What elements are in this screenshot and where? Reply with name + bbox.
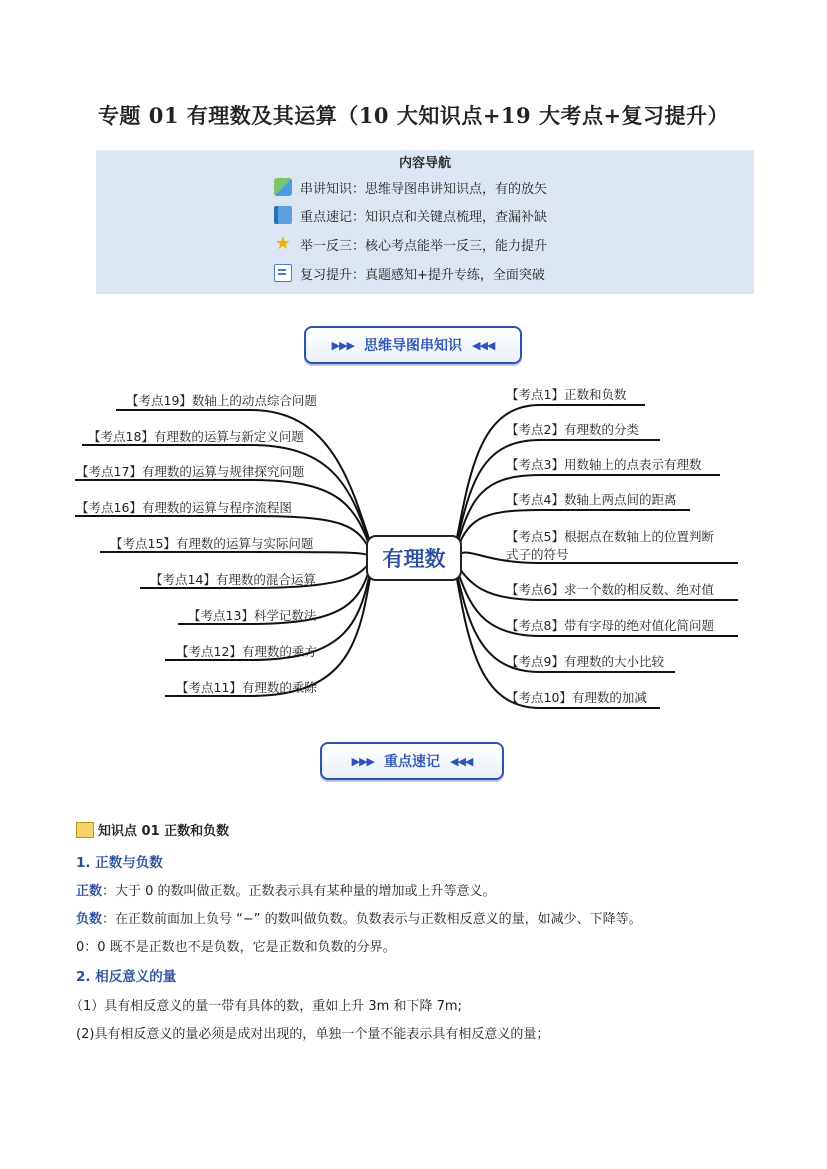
paragraph: （1）具有相反意义的量一带有具体的数，重如上升 3m 和下降 7m; [70, 999, 462, 1014]
star-icon: ★ [274, 233, 292, 254]
section-heading [76, 820, 229, 839]
mindmap-node: 【考点1】正数和负数 [506, 387, 627, 402]
mindmap-node: 式子的符号 [506, 547, 569, 562]
mindmap-node: 【考点4】数轴上两点间的距离 [506, 492, 677, 507]
paragraph [76, 908, 756, 927]
mindmap-node: 【考点13】科学记数法 [188, 608, 317, 623]
paragraph: (2)具有相反意义的量必须是成对出现的，单独一个量不能表示具有相反意义的量； [76, 1027, 550, 1042]
mindmap-center: 有理数 [366, 535, 462, 581]
mindmap-node: 【考点14】有理数的混合运算 [150, 572, 316, 587]
keyword: 负数 [76, 912, 103, 927]
mindmap-node: 【考点3】用数轴上的点表示有理数 [506, 457, 702, 472]
keyword: 正数 [76, 884, 103, 899]
right-arrows-icon: ▶▶▶ [351, 754, 374, 768]
section-heading-text: 知识点 01 正数和负数 [98, 824, 230, 839]
right-arrows-icon: ▶▶▶ [331, 338, 354, 352]
paragraph-text: ：大于 0 的数叫做正数。正数表示具有某种量的增加或上升等意义。 [102, 884, 496, 899]
mindmap-node: 【考点11】有理数的乘除 [176, 680, 317, 695]
left-arrows-icon: ◀◀◀ [472, 338, 495, 352]
mindmap-node: 【考点15】有理数的运算与实际问题 [110, 536, 314, 551]
mindmap-node: 【考点19】数轴上的动点综合问题 [126, 393, 317, 408]
left-arrows-icon: ◀◀◀ [450, 754, 473, 768]
subheading: 2. 相反意义的量 [76, 969, 177, 985]
mindmap-node: 【考点5】根据点在数轴上的位置判断 [506, 529, 714, 544]
paragraph: 0：0 既不是正数也不是负数，它是正数和负数的分界。 [76, 940, 396, 955]
subheading: 1. 正数与负数 [76, 855, 163, 871]
banner-label: 思维导图串知识 [364, 338, 462, 354]
mindmap-node: 【考点9】有理数的大小比较 [506, 654, 664, 669]
nav-item-text: 重点速记：知识点和关键点梳理，查漏补缺 [300, 209, 548, 225]
mindmap-node: 【考点8】带有字母的绝对值化简问题 [506, 618, 714, 633]
mindmap-node: 【考点17】有理数的运算与规律探究问题 [76, 464, 305, 479]
nav-item-text: 复习提升：真题感知+提升专练，全面突破 [300, 267, 545, 283]
nav-item-text: 举一反三：核心考点能举一反三，能力提升 [300, 238, 548, 254]
branch-line [455, 552, 738, 563]
mindmap-node: 【考点12】有理数的乘方 [176, 644, 317, 659]
mindmap-node: 【考点16】有理数的运算与程序流程图 [76, 500, 292, 515]
nav-title: 内容导航 [398, 156, 451, 171]
branch-line [100, 552, 372, 556]
paragraph-text: ：在正数前面加上负号 “−” 的数叫做负数。负数表示与正数相反意义的量，如减少、下降等。 [102, 912, 642, 927]
keypoints-banner [320, 742, 504, 780]
mindmap-node: 【考点6】求一个数的相反数、绝对值 [506, 582, 714, 597]
mindmap-node: 【考点10】有理数的加减 [506, 690, 647, 705]
paragraph [76, 880, 756, 899]
note-icon [76, 822, 94, 838]
nav-item-text: 串讲知识：思维导图串讲知识点，有的放矢 [300, 181, 548, 197]
page-title: 专题 01 有理数及其运算（10 大知识点+19 大考点+复习提升） [97, 103, 730, 128]
mindmap-node: 【考点18】有理数的运算与新定义问题 [88, 429, 304, 444]
mindmap-node: 【考点2】有理数的分类 [506, 422, 639, 437]
banner-label: 重点速记 [384, 754, 440, 770]
